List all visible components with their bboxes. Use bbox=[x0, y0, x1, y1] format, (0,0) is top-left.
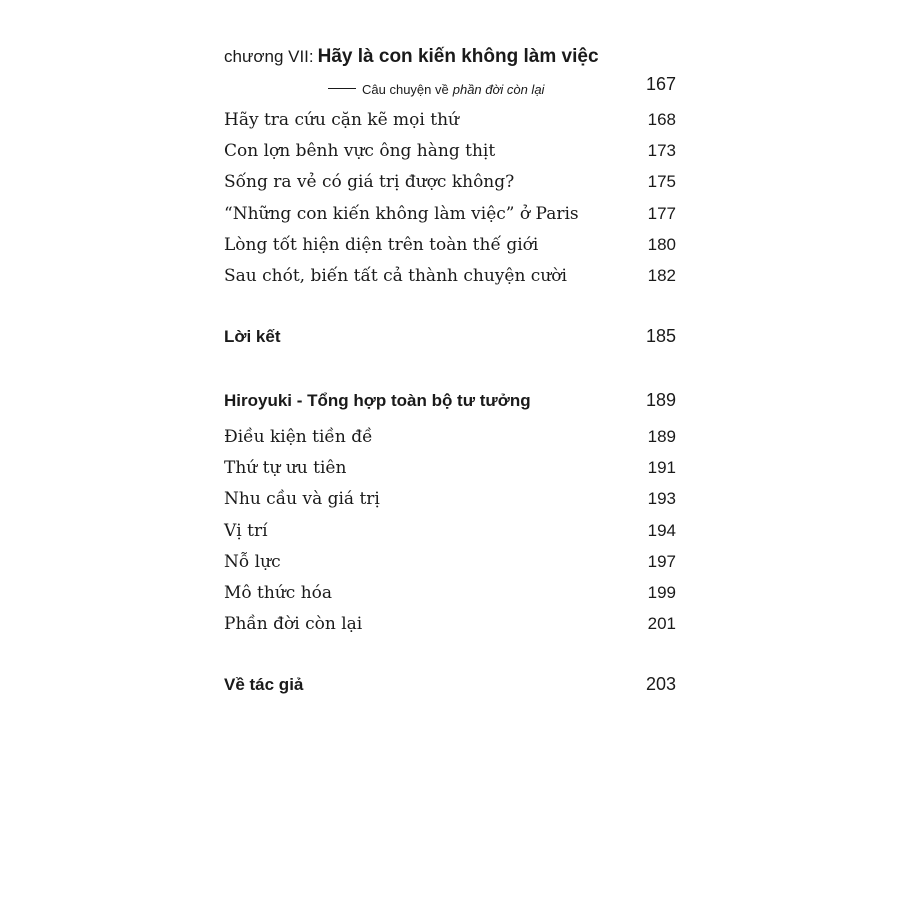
toc-entry-page: 197 bbox=[647, 552, 676, 571]
toc-entry-page: 182 bbox=[647, 266, 676, 285]
toc-entry-title: “Những con kiến không làm việc” ở Paris bbox=[224, 204, 579, 224]
toc-entry-title: Phần đời còn lại bbox=[224, 614, 363, 634]
toc-entry bbox=[224, 614, 676, 634]
toc-entry bbox=[224, 583, 676, 603]
section-page: 189 bbox=[645, 390, 676, 410]
toc-entry-title: Con lợn bênh vực ông hàng thịt bbox=[224, 141, 496, 161]
chapter-subtitle-prefix: Câu chuyện về bbox=[362, 82, 449, 97]
chapter-title: Hãy là con kiến không làm việc bbox=[317, 46, 599, 67]
toc-entry-title: Lòng tốt hiện diện trên toàn thế giới bbox=[224, 235, 539, 255]
toc-section-summary bbox=[224, 390, 676, 411]
toc-entry-page: 177 bbox=[647, 204, 676, 223]
toc-entry bbox=[224, 204, 676, 224]
toc-entry-page: 201 bbox=[647, 614, 676, 633]
toc-entry-title: Mô thức hóa bbox=[224, 583, 333, 603]
toc-entry-page: 199 bbox=[647, 583, 676, 602]
toc-entry bbox=[224, 552, 676, 572]
toc-entry bbox=[224, 427, 676, 447]
chapter-subtitle bbox=[328, 82, 544, 97]
toc-entry-title: Hãy tra cứu cặn kẽ mọi thứ bbox=[224, 110, 459, 130]
toc-entry-title: Thứ tự ưu tiên bbox=[224, 458, 347, 478]
toc-entry bbox=[224, 266, 676, 286]
toc-entry-title: Nỗ lực bbox=[224, 552, 281, 572]
chapter-heading bbox=[224, 46, 676, 68]
toc-entry bbox=[224, 521, 676, 541]
toc-section-epilogue bbox=[224, 326, 676, 347]
toc-entry-page: 175 bbox=[647, 172, 676, 191]
toc-entry bbox=[224, 489, 676, 509]
toc-entry bbox=[224, 458, 676, 478]
toc-entry bbox=[224, 141, 676, 161]
section-page: 203 bbox=[645, 674, 676, 694]
chapter-subtitle-italic: phần đời còn lại bbox=[452, 82, 545, 97]
toc-entry-page: 193 bbox=[647, 489, 676, 508]
toc-entry bbox=[224, 110, 676, 130]
toc-entry-page: 194 bbox=[647, 521, 676, 540]
toc-entry-title: Sau chót, biến tất cả thành chuyện cười bbox=[224, 266, 567, 286]
toc-entry-page: 180 bbox=[647, 235, 676, 254]
chapter-subtitle-row bbox=[224, 74, 676, 97]
section-title: Hiroyuki - Tổng hợp toàn bộ tư tưởng bbox=[224, 391, 531, 410]
chapter-page-number: 167 bbox=[645, 74, 676, 94]
em-dash-rule bbox=[328, 88, 356, 89]
chapter-label: chương VII: bbox=[224, 47, 314, 66]
toc-entry-page: 173 bbox=[647, 141, 676, 160]
toc-entry-title: Nhu cầu và giá trị bbox=[224, 489, 380, 509]
toc-entry-page: 191 bbox=[647, 458, 676, 477]
section-page: 185 bbox=[645, 326, 676, 346]
toc-entry-title: Vị trí bbox=[224, 521, 268, 541]
section-title: Về tác giả bbox=[224, 675, 304, 694]
toc-entry bbox=[224, 172, 676, 192]
toc-entry-page: 189 bbox=[647, 427, 676, 446]
section-title: Lời kết bbox=[224, 327, 281, 346]
toc-entry bbox=[224, 235, 676, 255]
toc-entry-title: Sống ra vẻ có giá trị được không? bbox=[224, 172, 515, 192]
toc-section-about-author bbox=[224, 674, 676, 695]
toc-entry-title: Điều kiện tiền đề bbox=[224, 427, 373, 447]
toc-entry-page: 168 bbox=[647, 110, 676, 129]
